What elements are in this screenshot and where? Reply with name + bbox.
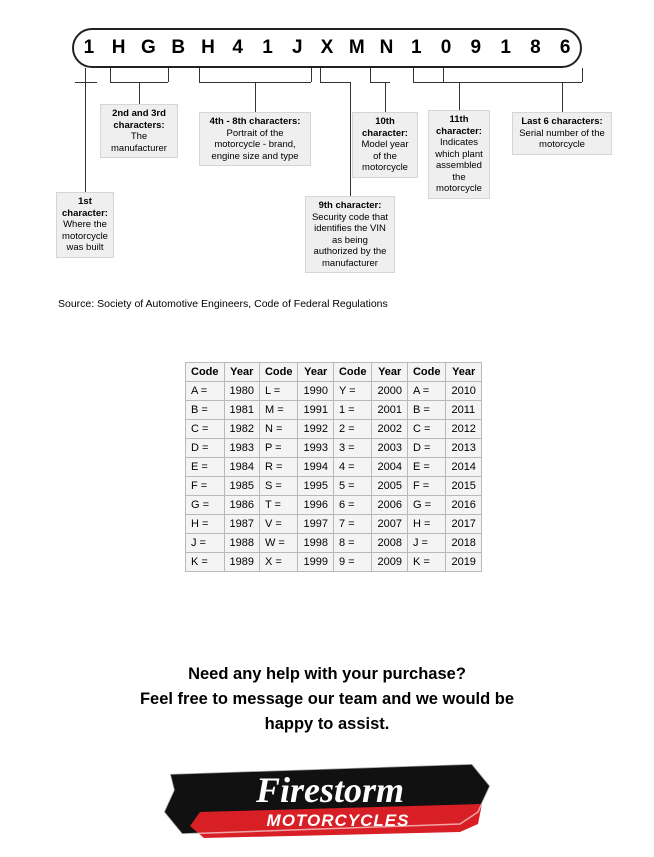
cell-year: 1995 — [298, 477, 333, 496]
leader-line — [75, 82, 97, 83]
cell-year: 2004 — [372, 458, 407, 477]
callout-body: Security code that identifies the VIN as being authorized by the manufacturer — [311, 211, 389, 269]
cell-code: 6 = — [333, 496, 372, 515]
callout-first-character — [56, 192, 114, 258]
help-line-2: Feel free to message our team and we would be — [139, 690, 515, 708]
cell-code: B = — [407, 401, 446, 420]
callout-tenth-character — [352, 112, 418, 178]
cell-year: 1992 — [298, 420, 333, 439]
table-row — [186, 439, 482, 458]
cell-code: E = — [407, 458, 446, 477]
table-row — [186, 534, 482, 553]
leader-line — [320, 68, 321, 82]
cell-code: J = — [186, 534, 225, 553]
callout-heading: Last 6 characters: — [521, 116, 603, 127]
cell-code: J = — [407, 534, 446, 553]
column-header: Year — [224, 363, 259, 382]
cell-year: 2014 — [446, 458, 481, 477]
vin-char: 1 — [262, 37, 273, 58]
cell-code: 1 = — [333, 401, 372, 420]
cell-year: 1997 — [298, 515, 333, 534]
logo-secondary-text: MOTORCYCLES — [266, 811, 410, 830]
vin-char: N — [379, 37, 394, 58]
callout-eleventh-character — [428, 110, 490, 199]
cell-code: G = — [407, 496, 446, 515]
column-header: Year — [372, 363, 407, 382]
callout-body: Where the motorcycle was built — [62, 219, 108, 253]
table-row — [186, 515, 482, 534]
cell-code: K = — [186, 553, 225, 572]
cell-code: 3 = — [333, 439, 372, 458]
cell-year: 1983 — [224, 439, 259, 458]
cell-code: Y = — [333, 382, 372, 401]
callout-body: The manufacturer — [111, 131, 167, 154]
leader-line — [168, 68, 169, 82]
vin-number-bar — [72, 28, 582, 68]
cell-code: D = — [186, 439, 225, 458]
cell-code: F = — [186, 477, 225, 496]
cell-code: V = — [259, 515, 298, 534]
cell-code: N = — [259, 420, 298, 439]
cell-year: 1996 — [298, 496, 333, 515]
cell-year: 1994 — [298, 458, 333, 477]
callout-body: Serial number of the motorcycle — [519, 127, 605, 150]
leader-line — [255, 82, 256, 112]
cell-code: K = — [407, 553, 446, 572]
cell-year: 2001 — [372, 401, 407, 420]
table-header-row — [186, 363, 482, 382]
table-row — [186, 496, 482, 515]
cell-year: 1993 — [298, 439, 333, 458]
cell-code: W = — [259, 534, 298, 553]
cell-year: 2006 — [372, 496, 407, 515]
cell-code: 5 = — [333, 477, 372, 496]
vin-char: B — [171, 37, 186, 58]
year-code-table — [185, 362, 482, 572]
callout-second-third-characters — [100, 104, 178, 158]
leader-line — [385, 82, 386, 112]
column-header: Code — [186, 363, 225, 382]
callout-last-six-characters — [512, 112, 612, 155]
column-header: Year — [298, 363, 333, 382]
vin-char: 4 — [232, 37, 243, 58]
vin-char: 1 — [83, 37, 95, 58]
table-row — [186, 458, 482, 477]
table-row — [186, 477, 482, 496]
vin-char: 9 — [470, 37, 482, 58]
cell-year: 1984 — [224, 458, 259, 477]
cell-year: 2017 — [446, 515, 481, 534]
leader-line — [443, 68, 444, 82]
table-row — [186, 553, 482, 572]
firestorm-motorcycles-logo — [160, 760, 500, 842]
cell-year: 1986 — [224, 496, 259, 515]
vin-char: 6 — [559, 37, 571, 58]
leader-line — [350, 82, 351, 196]
column-header: Code — [259, 363, 298, 382]
vin-char: H — [201, 37, 215, 58]
leader-line — [459, 82, 460, 110]
cell-code: H = — [186, 515, 225, 534]
cell-year: 2015 — [446, 477, 481, 496]
column-header: Code — [407, 363, 446, 382]
cell-code: 2 = — [333, 420, 372, 439]
cell-year: 2003 — [372, 439, 407, 458]
vin-char: M — [348, 37, 365, 58]
cell-year: 1999 — [298, 553, 333, 572]
cell-year: 1990 — [298, 382, 333, 401]
vin-char: 1 — [411, 37, 422, 58]
vin-char: X — [320, 37, 334, 58]
leader-line — [370, 68, 371, 82]
cell-code: D = — [407, 439, 446, 458]
cell-year: 2016 — [446, 496, 481, 515]
callout-heading: 9th character: — [318, 200, 382, 211]
cell-year: 2000 — [372, 382, 407, 401]
callout-heading: 4th - 8th characters: — [209, 116, 301, 127]
cell-code: A = — [407, 382, 446, 401]
cell-year: 1982 — [224, 420, 259, 439]
callout-ninth-character — [305, 196, 395, 273]
cell-year: 2011 — [446, 401, 481, 420]
cell-year: 1991 — [298, 401, 333, 420]
leader-line — [562, 82, 563, 112]
cell-code: P = — [259, 439, 298, 458]
callout-body: Model year of the motorcycle — [361, 139, 409, 173]
cell-code: 9 = — [333, 553, 372, 572]
cell-year: 1987 — [224, 515, 259, 534]
cell-year: 1988 — [224, 534, 259, 553]
table-row — [186, 382, 482, 401]
cell-code: B = — [186, 401, 225, 420]
table-row — [186, 401, 482, 420]
column-header: Year — [446, 363, 481, 382]
logo-primary-text: Firestorm — [255, 770, 405, 810]
callout-heading: 1st character: — [62, 196, 108, 219]
leader-line — [139, 82, 140, 104]
cell-year: 2002 — [372, 420, 407, 439]
cell-code: G = — [186, 496, 225, 515]
cell-code: M = — [259, 401, 298, 420]
cell-year: 2018 — [446, 534, 481, 553]
leader-line — [413, 68, 414, 82]
leader-line — [110, 68, 111, 82]
cell-year: 1980 — [224, 382, 259, 401]
cell-code: 4 = — [333, 458, 372, 477]
cell-code: C = — [407, 420, 446, 439]
vin-char: J — [291, 37, 303, 58]
cell-year: 2005 — [372, 477, 407, 496]
cell-year: 2008 — [372, 534, 407, 553]
cell-code: F = — [407, 477, 446, 496]
table-row — [186, 420, 482, 439]
cell-code: C = — [186, 420, 225, 439]
leader-line — [85, 82, 86, 192]
callout-body: Portrait of the motorcycle - brand, engine size and type — [211, 127, 299, 162]
cell-code: 8 = — [333, 534, 372, 553]
vin-diagram — [0, 0, 654, 290]
cell-code: X = — [259, 553, 298, 572]
leader-line — [582, 68, 583, 82]
cell-year: 2013 — [446, 439, 481, 458]
callout-heading: 2nd and 3rd characters: — [112, 108, 166, 131]
cell-code: L = — [259, 382, 298, 401]
callout-heading: 11th character: — [436, 114, 482, 137]
cell-year: 2010 — [446, 382, 481, 401]
cell-code: S = — [259, 477, 298, 496]
cell-year: 2009 — [372, 553, 407, 572]
vin-char: 8 — [530, 37, 541, 58]
cell-year: 2007 — [372, 515, 407, 534]
help-line-3: happy to assist. — [264, 715, 390, 733]
cell-year: 1998 — [298, 534, 333, 553]
cell-year: 1981 — [224, 401, 259, 420]
vin-char: 0 — [440, 37, 452, 58]
leader-line — [85, 68, 86, 82]
cell-year: 2019 — [446, 553, 481, 572]
leader-line — [370, 82, 390, 83]
cell-code: R = — [259, 458, 298, 477]
callout-heading: 10th character: — [362, 116, 408, 139]
leader-line — [199, 68, 200, 82]
cell-code: E = — [186, 458, 225, 477]
vin-char: G — [141, 37, 156, 58]
cell-year: 1985 — [224, 477, 259, 496]
column-header: Code — [333, 363, 372, 382]
cell-code: T = — [259, 496, 298, 515]
cell-code: H = — [407, 515, 446, 534]
cell-code: 7 = — [333, 515, 372, 534]
callout-fourth-eighth-characters — [199, 112, 311, 166]
help-message — [0, 662, 654, 737]
vin-char: 1 — [500, 37, 511, 58]
source-credit: Source: Society of Automotive Engineers, Code of Federal Regulations — [58, 298, 388, 310]
help-line-1: Need any help with your purchase? — [188, 665, 466, 683]
cell-code: A = — [186, 382, 225, 401]
cell-year: 2012 — [446, 420, 481, 439]
cell-year: 1989 — [224, 553, 259, 572]
leader-line — [320, 82, 350, 83]
callout-body: Indicates which plant assembled the motorcycle — [435, 137, 483, 194]
leader-line — [311, 68, 312, 82]
vin-char: H — [111, 37, 126, 58]
